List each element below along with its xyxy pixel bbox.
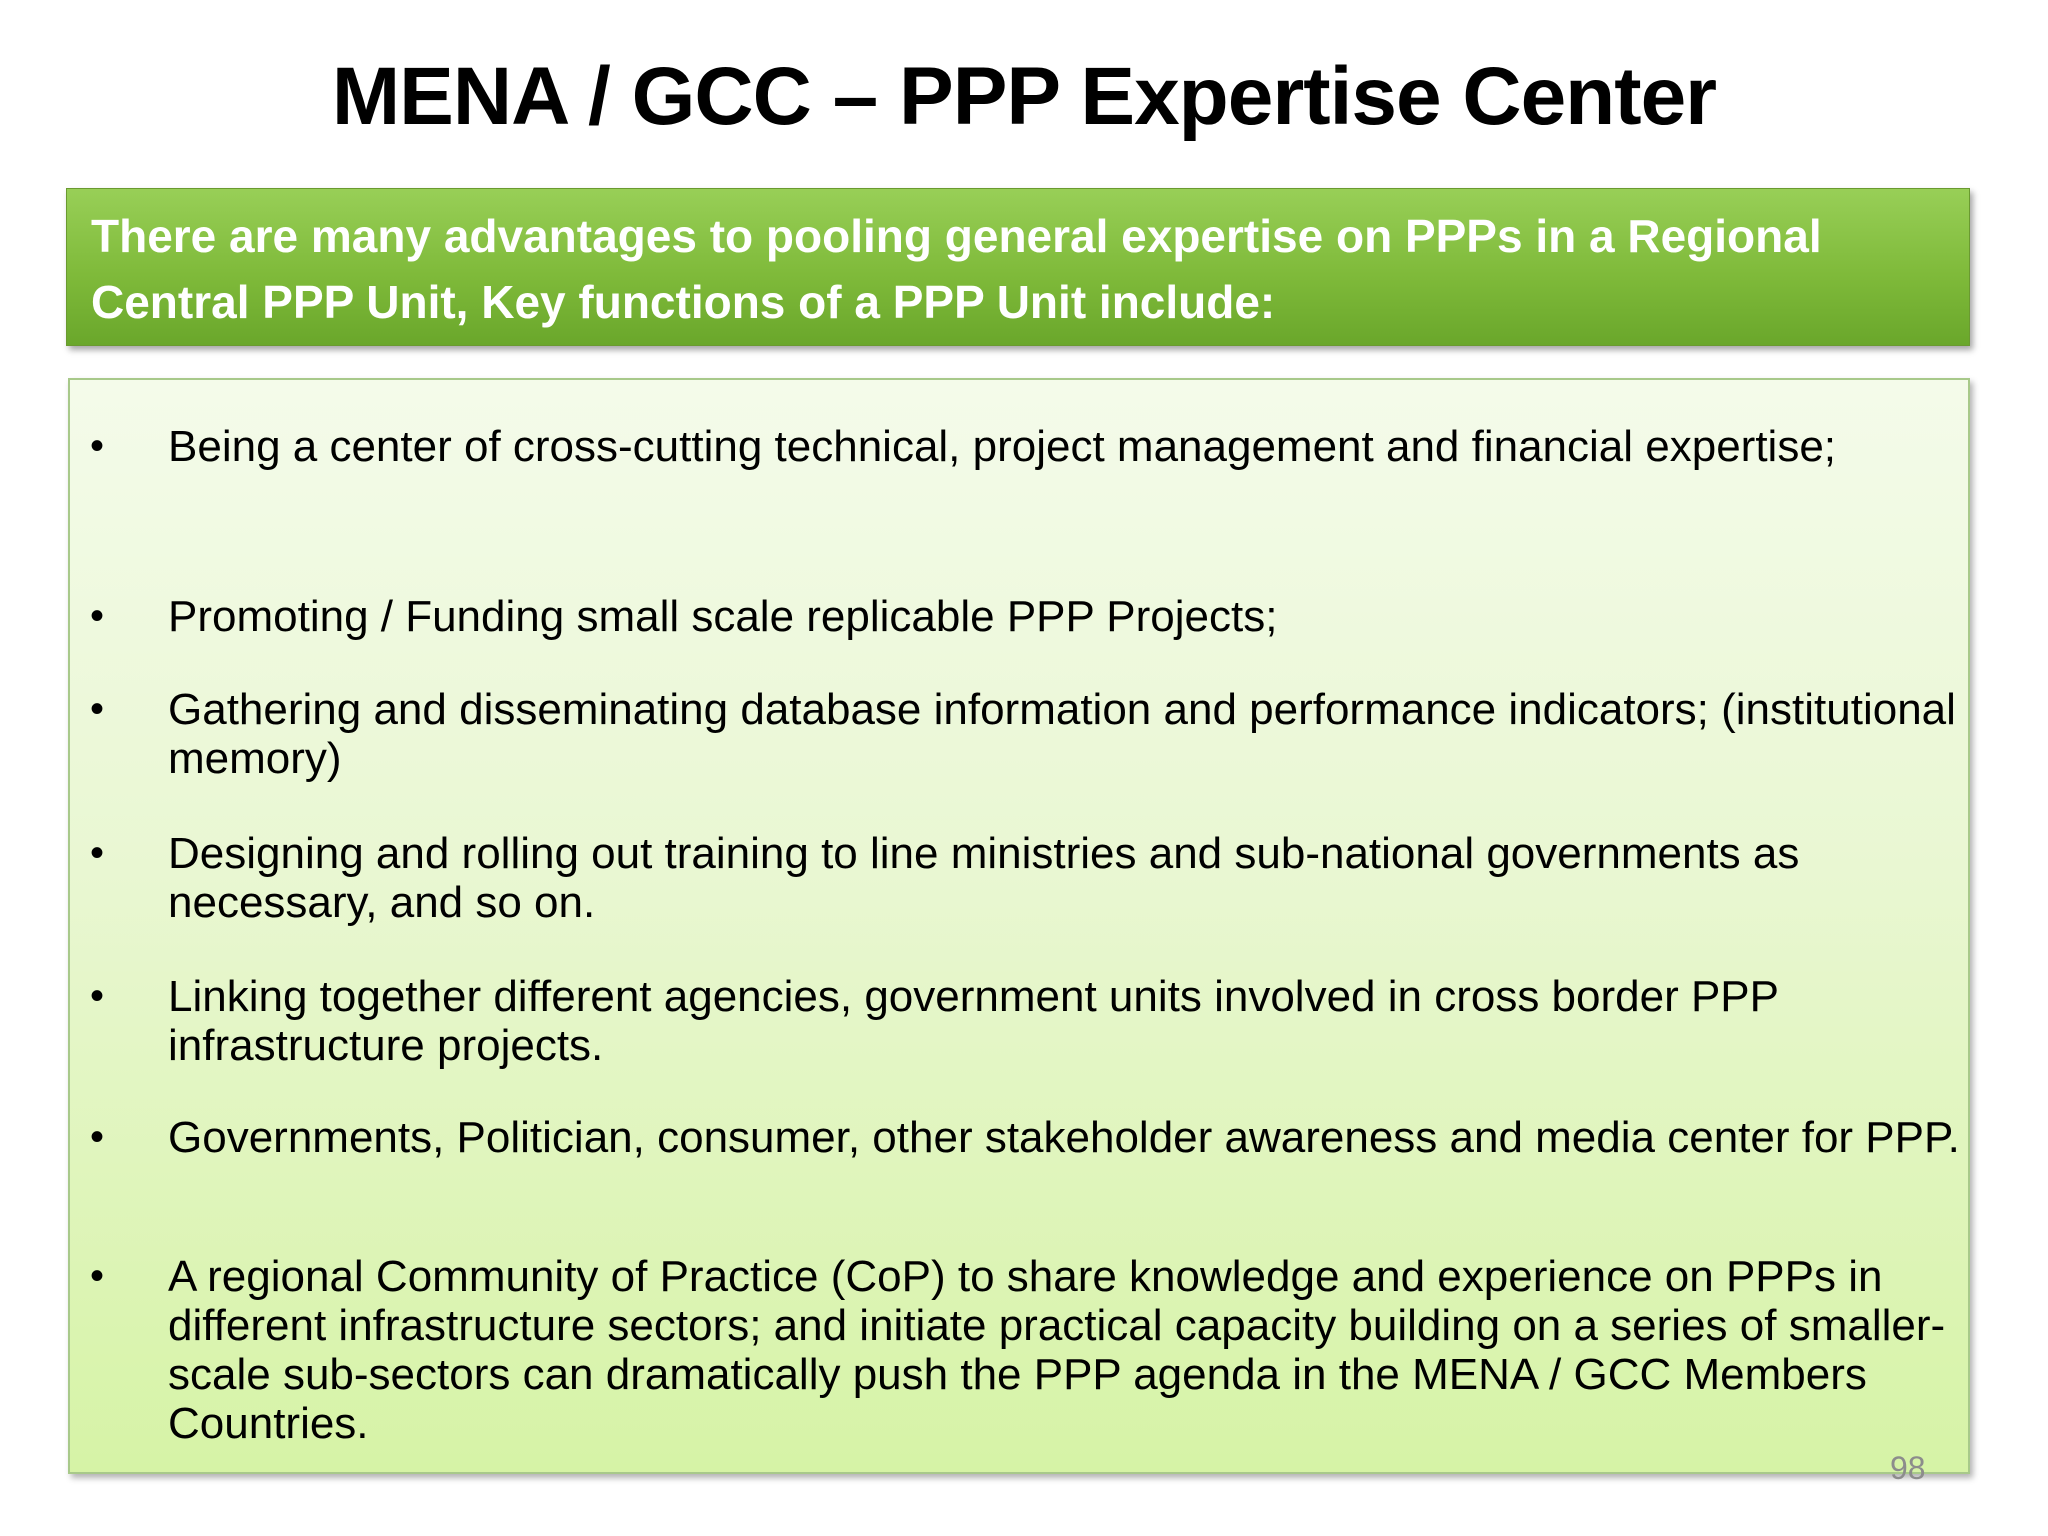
bullet-icon: • (90, 424, 105, 468)
bullet-text: Being a center of cross-cutting technical, project management and financial expertise; (168, 422, 1837, 471)
bullet-icon: • (90, 974, 105, 1018)
bullet-icon: • (90, 687, 105, 731)
bullet-text: Linking together different agencies, government units involved in cross border PPP infrastructure projects. (168, 972, 1779, 1070)
bullet-text: Gathering and disseminating database information and performance indicators; (institutional memory) (168, 685, 1956, 783)
slide-title: MENA / GCC – PPP Expertise Center (331, 51, 1717, 142)
bullet-text: Promoting / Funding small scale replicable PPP Projects; (168, 592, 1278, 641)
bullet-text: Designing and rolling out training to line ministries and sub-national governments as necessary, and so on. (168, 829, 1800, 927)
content-box (68, 378, 1970, 1474)
bullet-text: Governments, Politician, consumer, other stakeholder awareness and media center for PPP. (168, 1113, 1960, 1162)
bullet-icon: • (90, 1115, 105, 1159)
page-number: 98 (1890, 1450, 1926, 1486)
bullet-text: A regional Community of Practice (CoP) to share knowledge and experience on PPPs in different infrastructure sectors; and initiate practical capacity building on a series of smaller-scale sub-sectors can dramatically push the PPP agenda in the MENA / GCC Members Countries. (168, 1252, 1946, 1448)
bullet-icon: • (90, 594, 105, 638)
intro-banner: There are many advantages to pooling general expertise on PPPs in a Regional Central PPP Unit, Key functions of a PPP Unit include: (66, 188, 1970, 346)
bullet-icon: • (90, 1254, 105, 1298)
bullet-icon: • (90, 831, 105, 875)
